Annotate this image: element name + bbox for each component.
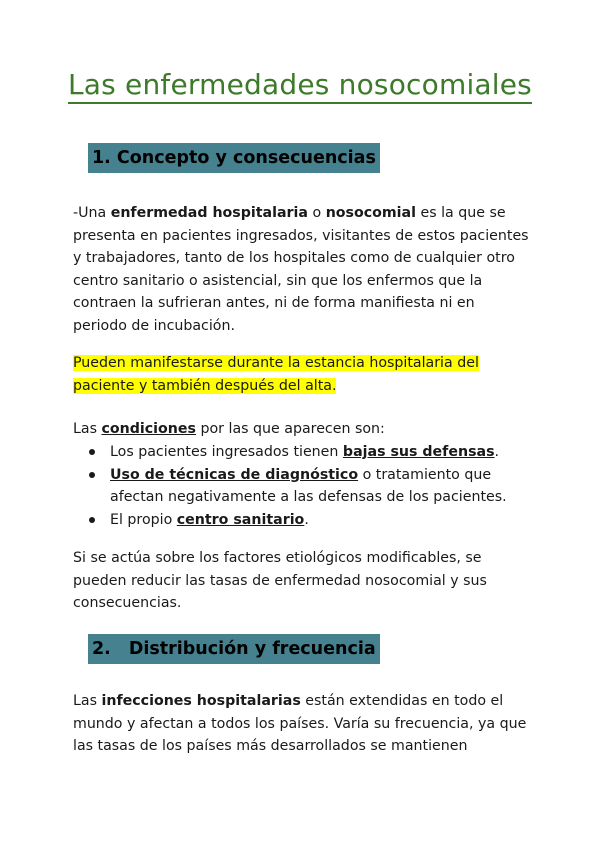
underlined-term: centro sanitario <box>176 511 305 528</box>
bold-term: nosocomial <box>325 205 416 221</box>
bold-term: infecciones hospitalarias <box>101 693 301 709</box>
conditions-list <box>85 441 545 531</box>
section-heading-2 <box>88 634 380 664</box>
text-run: Los pacientes ingresados tienen <box>110 444 343 460</box>
text-run: por las que aparecen son: <box>195 421 385 437</box>
conditions-intro <box>73 418 533 441</box>
section-number-2: 2. <box>92 639 111 659</box>
section-title-1: Concepto y consecuencias <box>116 148 376 168</box>
text-run: -Una <box>73 205 111 221</box>
text-run: es la que se presenta en pacientes ingresados, visitantes de estos pacientes y trabajadores, tanto de los hospitales como de cualquier otro centro sanitario o asistencial, sin que los enfermos que la contraen la sufrieran antes, ni de forma manifiesta ni en periodo de incubación. <box>73 205 529 334</box>
text-run: El propio <box>110 511 177 528</box>
distribution-paragraph <box>73 690 533 758</box>
section-heading-1 <box>88 143 380 173</box>
underlined-term: bajas sus defensas <box>342 444 495 460</box>
text-run: o <box>307 205 326 221</box>
document-title-text: Las enfermedades nosocomiales <box>68 68 532 104</box>
text-run: o tratamiento que afectan negativamente a las defensas de los pacientes. <box>110 466 507 505</box>
text-run: están extendidas en todo el mundo y afectan a todos los países. Varía su frecuencia, ya que las tasas de los países más desarrollados se mantienen <box>73 693 527 754</box>
factors-paragraph: Si se actúa sobre los factores etiológicos modificables, se pueden reducir las tasas de enfermedad nosocomial y sus consecuencias. <box>73 550 487 611</box>
highlighted-paragraph <box>73 352 533 397</box>
text-run: . <box>304 511 309 528</box>
list-item <box>85 464 545 509</box>
text-run: . <box>494 444 500 460</box>
highlighted-text: Pueden manifestarse durante la estancia hospitalaria del paciente y también después del alta. <box>73 355 479 394</box>
bold-term: enfermedad hospitalaria <box>110 205 308 221</box>
list-item <box>85 509 545 532</box>
underlined-term: Uso de técnicas de diagnóstico <box>110 466 359 483</box>
section-title-2: Distribución y frecuencia <box>128 639 376 659</box>
underlined-term: condiciones <box>101 421 196 437</box>
list-item <box>85 441 545 464</box>
text-run: Las <box>73 693 102 709</box>
section-number-1: 1. <box>92 148 111 168</box>
document-title <box>0 68 600 101</box>
definition-paragraph <box>73 202 533 337</box>
text-run: Las <box>73 421 102 437</box>
